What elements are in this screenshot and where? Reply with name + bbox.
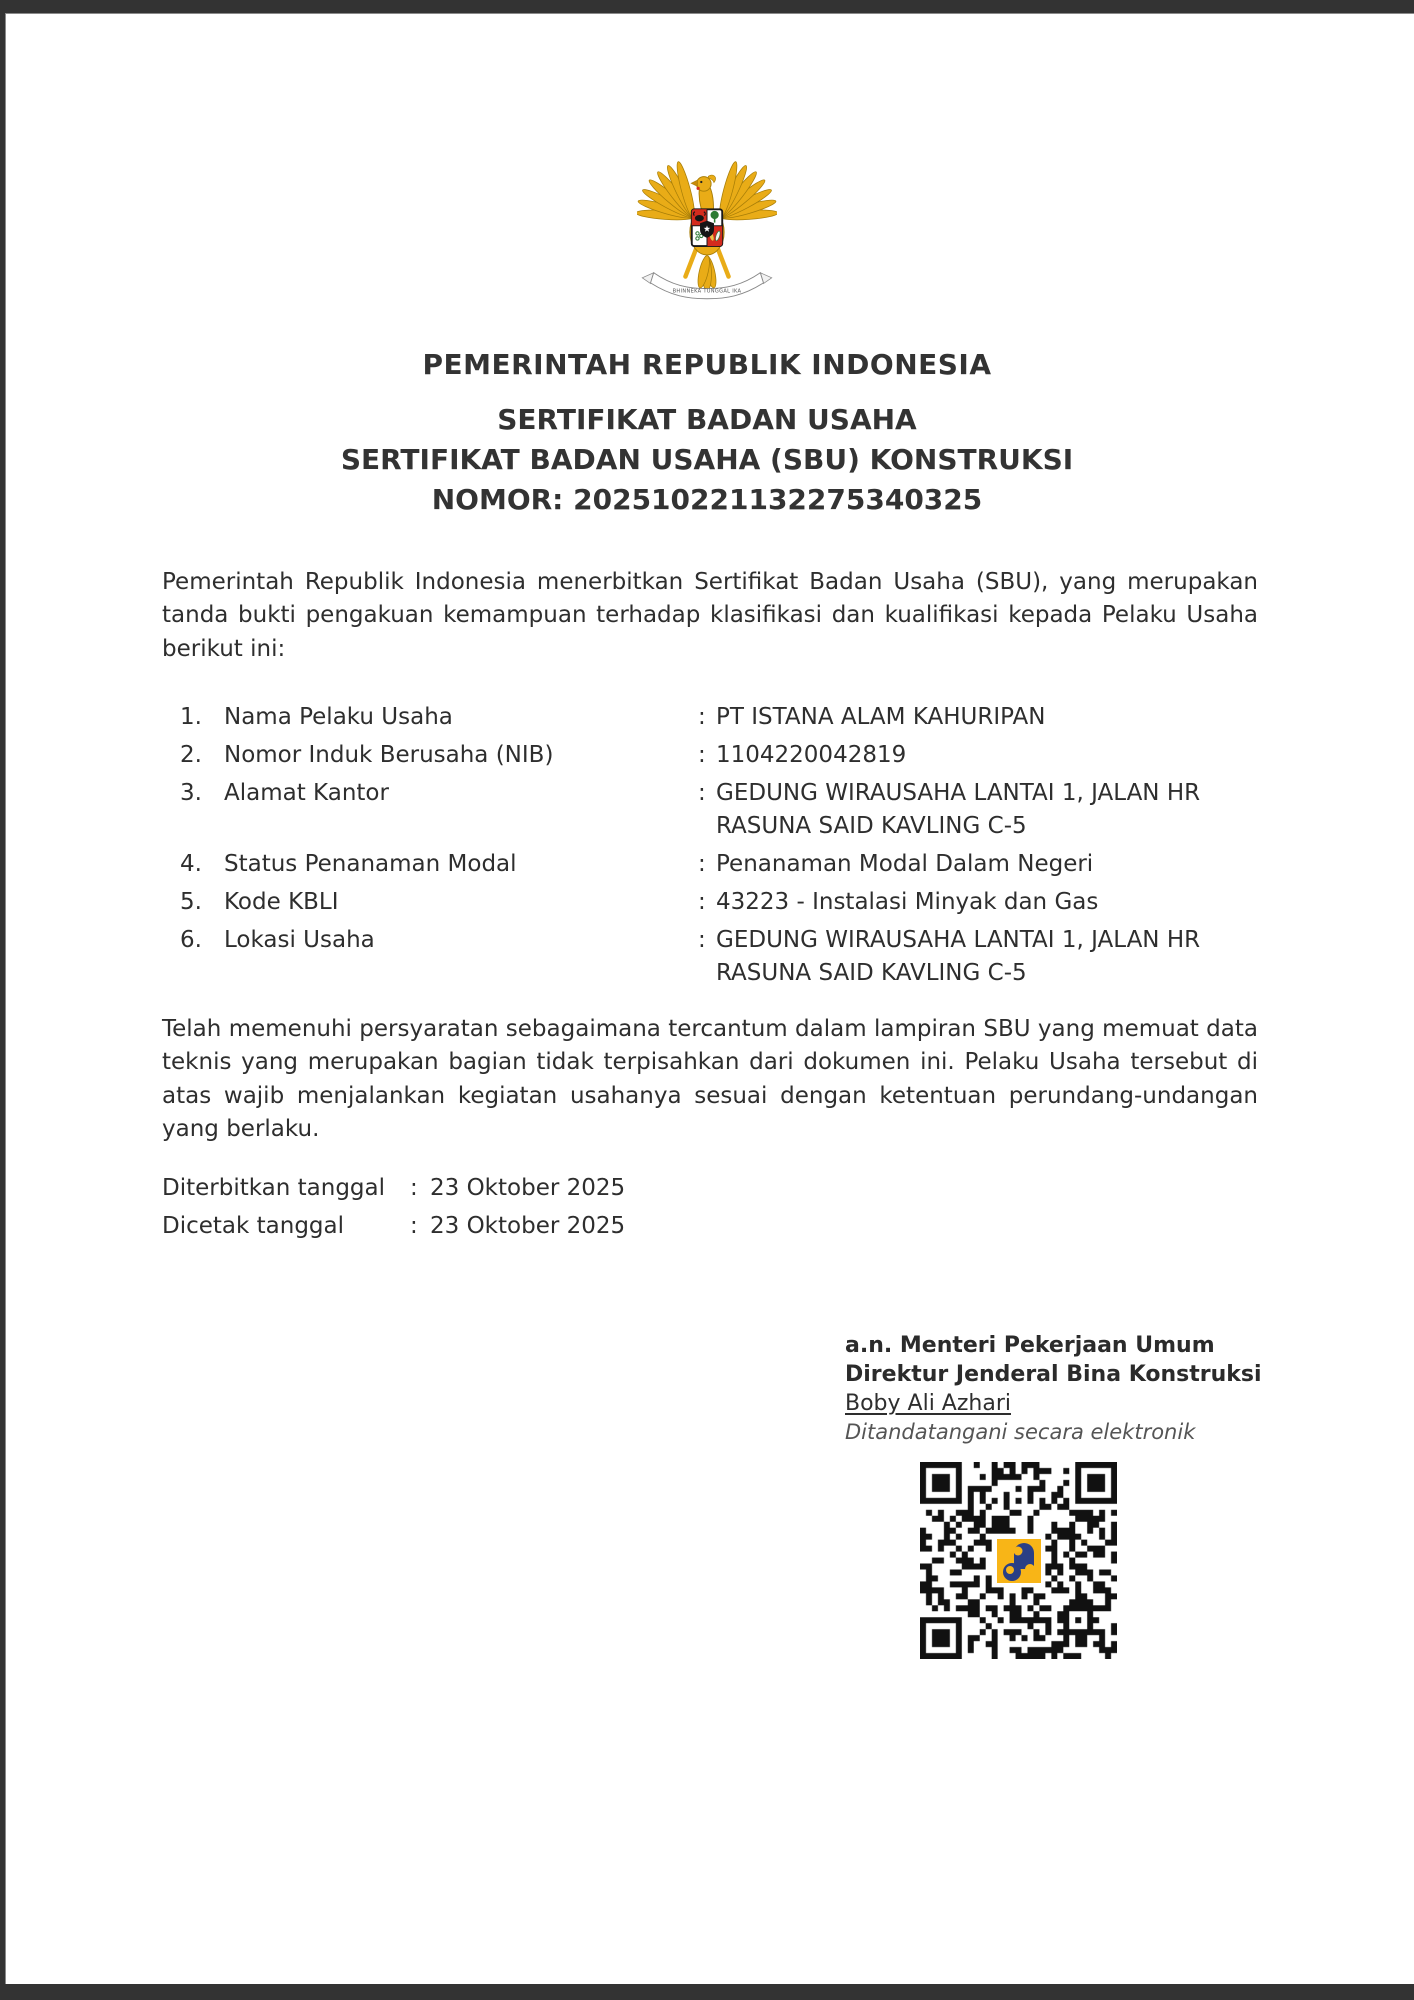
field-number: 6. (180, 927, 202, 953)
field-number: 3. (180, 780, 202, 806)
field-value: 43223 - Instalasi Minyak dan Gas (716, 889, 1099, 915)
pancasila-shield (692, 209, 722, 246)
pu-ministry-logo-icon (997, 1539, 1041, 1583)
closing-paragraph: Telah memenuhi persyaratan sebagaimana tercantum dalam lampiran SBU yang memuat data teknis yang merupakan bagian tidak terpisahkan dari dokumen ini. Pelaku Usaha tersebut di atas wajib menjalankan kegiatan usahanya sesuai dengan ketentuan perundang-undangan yang berlaku. (162, 1016, 1258, 1143)
dates-block (162, 1172, 625, 1248)
field-value: GEDUNG WIRAUSAHA LANTAI 1, JALAN HR RASUNA SAID KAVLING C-5 (716, 927, 1201, 986)
issued-date-colon: : (410, 1175, 418, 1201)
field-value: PT ISTANA ALAM KAHURIPAN (716, 704, 1046, 730)
issued-date-label: Diterbitkan tanggal (162, 1175, 386, 1201)
printed-date-label: Dicetak tanggal (162, 1213, 345, 1239)
field-number: 4. (180, 851, 202, 877)
signature-on-behalf: a.n. Menteri Pekerjaan Umum (845, 1333, 1215, 1358)
garuda-head (691, 175, 715, 191)
signature-electronic-note: Ditandatangani secara elektronik (845, 1420, 1196, 1444)
printed-date-colon: : (410, 1213, 418, 1239)
field-number: 5. (180, 889, 202, 915)
motto-text: BHINNEKA TUNGGAL IKA (672, 288, 742, 295)
field-number: 2. (180, 742, 202, 768)
field-label: Kode KBLI (224, 889, 339, 915)
field-row-nib (162, 739, 1258, 772)
field-colon: : (698, 851, 706, 877)
issued-date-value: 23 Oktober 2025 (430, 1175, 626, 1201)
field-colon: : (698, 780, 706, 806)
certificate-title (0, 400, 1414, 520)
viewer-frame-top (0, 0, 1414, 13)
certificate-title-line1: SERTIFIKAT BADAN USAHA (497, 403, 917, 436)
field-colon: : (698, 704, 706, 730)
field-colon: : (698, 889, 706, 915)
field-number: 1. (180, 704, 202, 730)
garuda-tail (696, 255, 719, 291)
field-value: 1104220042819 (716, 742, 907, 768)
intro-paragraph: Pemerintah Republik Indonesia menerbitkan Sertifikat Badan Usaha (SBU), yang merupakan tanda bukti pengakuan kemampuan terhadap klasifikasi dan kualifikasi kepada Pelaku Usaha berikut ini: (162, 569, 1258, 662)
field-colon: : (698, 927, 706, 953)
field-value: GEDUNG WIRAUSAHA LANTAI 1, JALAN HR RASUNA SAID KAVLING C-5 (716, 780, 1201, 839)
signature-position: Direktur Jenderal Bina Konstruksi (845, 1362, 1262, 1387)
field-row-lokasi (162, 924, 1258, 990)
field-row-alamat (162, 777, 1258, 843)
field-row-status-modal (162, 848, 1258, 881)
business-fields-list (162, 701, 1258, 995)
garuda-emblem-svg (637, 142, 777, 307)
signature-name: Boby Ali Azhari (845, 1391, 1011, 1416)
certificate-number: NOMOR: 202510221132275340325 (431, 483, 983, 516)
garuda-pancasila-emblem (637, 142, 777, 311)
government-title: PEMERINTAH REPUBLIK INDONESIA (422, 348, 992, 381)
field-colon: : (698, 742, 706, 768)
qr-code-block (920, 1462, 1117, 1659)
field-label: Nomor Induk Berusaha (NIB) (224, 742, 554, 768)
field-label: Status Penanaman Modal (224, 851, 517, 877)
issued-date-row (162, 1172, 625, 1205)
certificate-title-line2: SERTIFIKAT BADAN USAHA (SBU) KONSTRUKSI (340, 443, 1074, 476)
field-row-kbli (162, 886, 1258, 919)
viewer-frame-bottom (0, 1984, 1414, 2000)
field-row-nama (162, 701, 1258, 734)
viewer-frame-left (0, 0, 5, 2000)
printed-date-value: 23 Oktober 2025 (430, 1213, 626, 1239)
signature-block (845, 1331, 1262, 1447)
field-label: Alamat Kantor (224, 780, 389, 806)
printed-date-row (162, 1210, 625, 1243)
field-label: Lokasi Usaha (224, 927, 375, 953)
field-value: Penanaman Modal Dalam Negeri (716, 851, 1094, 877)
field-label: Nama Pelaku Usaha (224, 704, 453, 730)
